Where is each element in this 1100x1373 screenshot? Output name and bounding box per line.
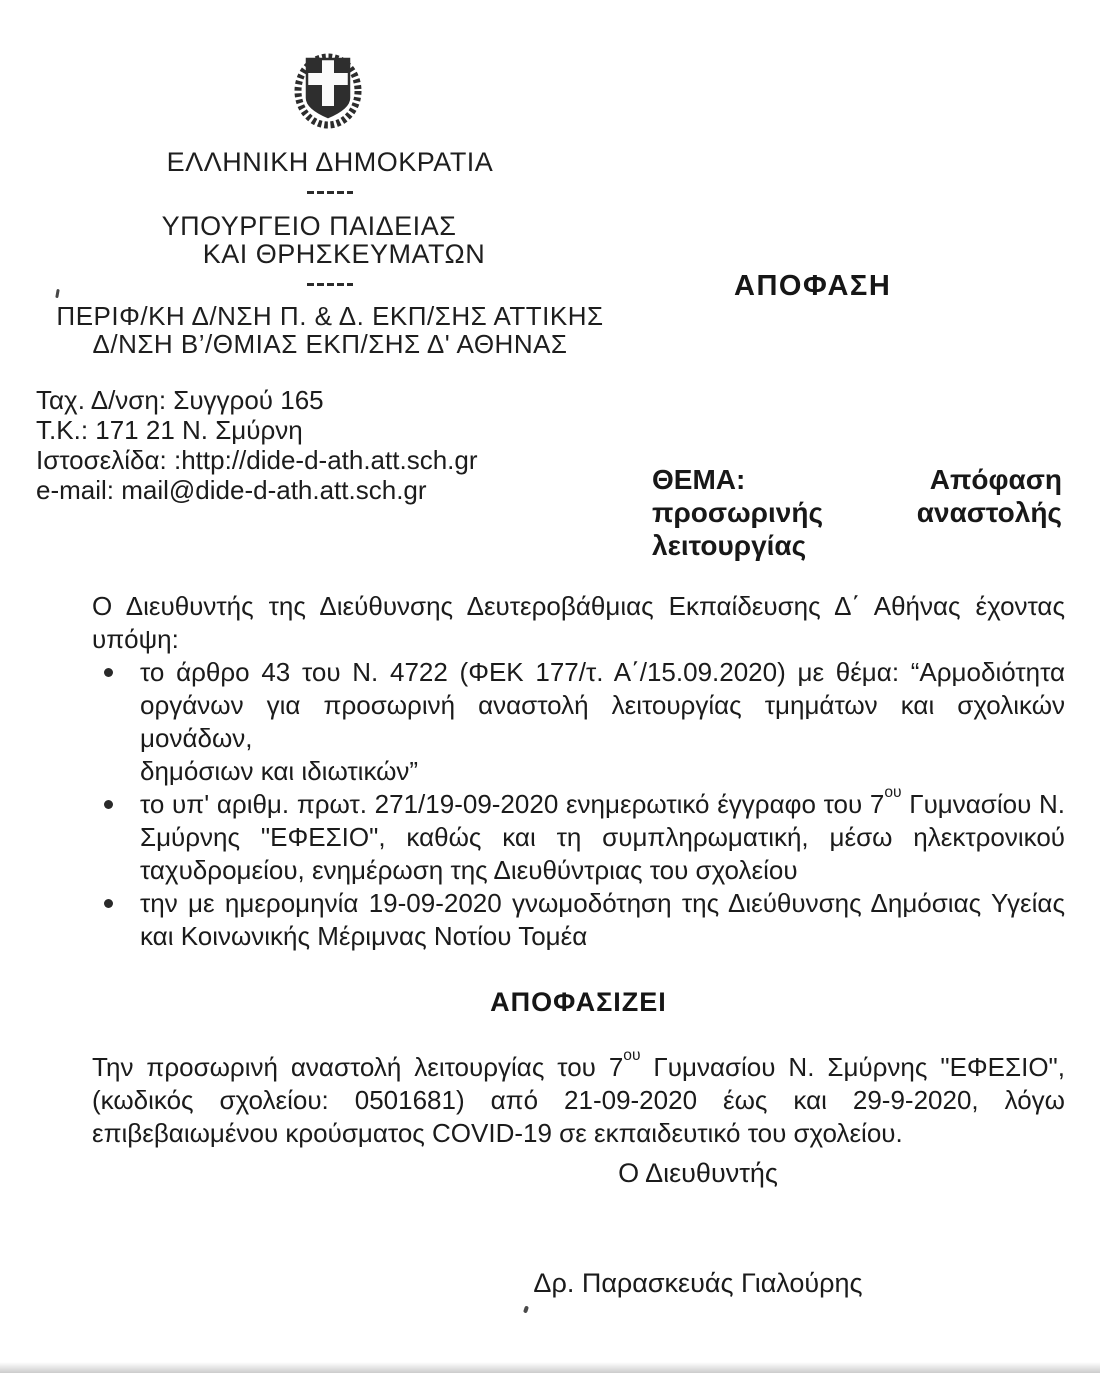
signature-block <box>400 1158 996 1298</box>
letterhead <box>30 147 630 358</box>
document-body <box>92 590 1065 1150</box>
separator-line <box>307 191 353 194</box>
contact-block <box>36 385 478 505</box>
subject-row-2 <box>652 496 1062 529</box>
list-item-line: την με ημερομηνία 19-09-2020 γνωμοδότηση της Διεύθυνσης Δημόσιας Υγείας <box>140 888 1065 918</box>
greek-coat-of-arms-icon <box>291 46 365 134</box>
bullet-icon <box>104 800 113 809</box>
scan-edge-shadow <box>0 1362 1100 1373</box>
decision-line: επιβεβαιωμένου κρούσματος COVID-19 σε εκπαιδευτικό του σχολείου. <box>92 1118 903 1148</box>
list-item-line: το υπ' αριθμ. πρωτ. 271/19-09-2020 ενημερωτικό έγγραφο του $7^{o\upsilon}$ Γυμνασίου Ν. <box>140 783 1066 819</box>
decision-title: ΑΠΟΦΑΣΗ <box>734 270 892 302</box>
list-item-line: Σμύρνης "ΕΦΕΣΙΟ", καθώς και τη συμπληρωματική, μέσω ηλεκτρονικού <box>140 822 1065 852</box>
subject-label: ΘΕΜΑ: <box>652 464 746 495</box>
list-item <box>92 656 1065 788</box>
list-item-line: το άρθρο 43 του Ν. 4722 (ΦΕΚ 177/τ. Α΄/15.09.2020) με θέμα: “Αρμοδιότητα <box>140 657 1065 687</box>
bullet-icon <box>104 668 113 677</box>
list-item-line: δημόσιων και ιδιωτικών” <box>140 756 419 786</box>
website-line: Ιστοσελίδα: :http://dide-d-ath.att.sch.gr <box>36 445 478 475</box>
intro-line: Ο Διευθυντής της Διεύθυνσης Δευτεροβάθμιας Εκπαίδευσης Δ΄ Αθήνας έχοντας <box>92 591 1065 621</box>
subject-row-3 <box>652 529 1062 562</box>
regional-directorate-line: ΠΕΡΙΦ/ΚΗ Δ/ΝΣΗ Π. & Δ. ΕΚΠ/ΣΗΣ ΑΤΤΙΚΗΣ <box>56 301 604 331</box>
list-item <box>92 783 1066 887</box>
postal-address-line: Ταχ. Δ/νση: Συγγρού 165 <box>36 385 324 415</box>
republic-title: ΕΛΛΗΝΙΚΗ ΔΗΜΟΚΡΑΤΙΑ <box>166 147 494 177</box>
subject-word: Απόφαση <box>929 464 1062 495</box>
subject-word: αναστολής <box>916 497 1062 528</box>
decision-line: (κωδικός σχολείου: 0501681) από 21-09-2020 έως και 29-9-2020, λόγω <box>92 1085 1065 1115</box>
subject-row-1 <box>652 463 1062 496</box>
signatory-role: Ο Διευθυντής <box>618 1158 778 1188</box>
signatory-name: Δρ. Παρασκευάς Γιαλούρης <box>533 1268 863 1298</box>
list-item-line: και Κοινωνικής Μέριμνας Νοτίου Τομέα <box>140 921 588 951</box>
separator-line <box>307 283 353 286</box>
list-item-line: ταχυδρομείου, ενημέρωση της Διευθύντριας του σχολείου <box>140 855 798 885</box>
scan-artifact-dot <box>523 1306 529 1314</box>
secondary-directorate-line: Δ/ΝΣΗ Β’/ΘΜΙΑΣ ΕΚΠ/ΣΗΣ Δ' ΑΘΗΝΑΣ <box>92 329 568 359</box>
email-line: e-mail: mail@dide-d-ath.att.sch.gr <box>36 475 427 505</box>
list-item <box>92 887 1065 953</box>
bullet-icon <box>104 899 113 908</box>
subject-word: προσωρινής <box>652 497 824 528</box>
ministry-line-2: ΚΑΙ ΘΡΗΣΚΕΥΜΑΤΩΝ <box>202 239 486 269</box>
decides-heading: ΑΠΟΦΑΣΙΖΕΙ <box>490 987 667 1017</box>
intro-line: υπόψη: <box>92 624 179 654</box>
ministry-line-1: ΥΠΟΥΡΓΕΙΟ ΠΑΙΔΕΙΑΣ <box>161 211 457 241</box>
decision-line: Την προσωρινή αναστολή λειτουργίας του $7^{o\upsilon}$ Γυμνασίου Ν. Σμύρνης "ΕΦΕΣΙΟ", <box>92 1046 1065 1082</box>
list-item-line: οργάνων για προσωρινή αναστολή λειτουργίας τμημάτων και σχολικών μονάδων, <box>140 690 1065 753</box>
postal-code-line: Τ.Κ.: 171 21 Ν. Σμύρνη <box>36 415 303 445</box>
subject-word: λειτουργίας <box>652 530 807 561</box>
subject-block <box>652 463 1062 562</box>
